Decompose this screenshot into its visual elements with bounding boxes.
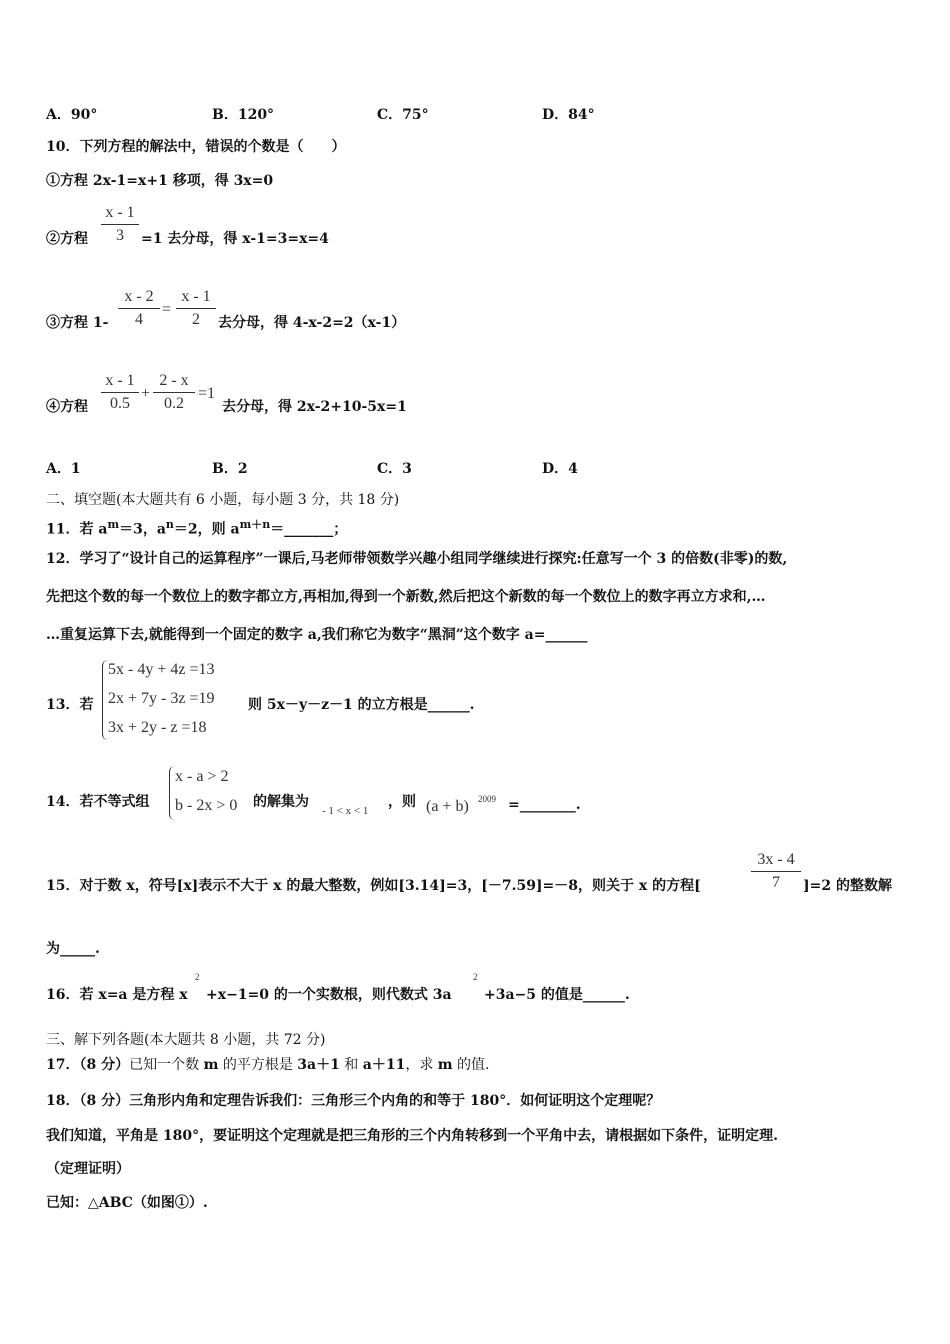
q15-line-1: 15．对于数 x，符号[x]表示不大于 x 的最大整数，例如[3.14]=3，[－7.59]=－8，则关于 x 的方程[ <box>46 878 701 894</box>
q13-tail: 则 5x－y－z－1 的立方根是______. <box>248 697 475 713</box>
q17-expr-2: a＋11 <box>362 1057 406 1073</box>
q10-item-4-label: ④方程 <box>46 399 88 415</box>
fraction-bar <box>101 392 139 393</box>
fraction-bar <box>153 392 195 393</box>
q9-option-c: C．75° <box>377 107 429 123</box>
fraction-numerator: 3x - 4 <box>757 851 795 868</box>
q16-text-a: 16．若 x=a 是方程 x <box>46 987 188 1003</box>
q10-stem: 10．下列方程的解法中，错误的个数是（ ） <box>46 139 346 155</box>
q10-item-2-tail: =1 去分母，得 x-1=3=x=4 <box>141 231 329 247</box>
fraction-numerator: 2 - x <box>159 372 189 389</box>
q10-option-b: B．2 <box>212 461 248 477</box>
q11-text-d: ＝_______； <box>270 521 348 538</box>
q17-text-4: ，求 <box>405 1057 438 1073</box>
q14-label: 14．若不等式组 <box>46 794 150 810</box>
q15-tail: ]=2 的整数解 <box>803 878 892 894</box>
fraction-denominator: 0.2 <box>164 395 184 412</box>
fraction-denominator: 3 <box>116 227 124 244</box>
fraction-bar <box>176 308 216 309</box>
q14-mid-text: 的解集为 <box>253 794 309 810</box>
q11 <box>46 516 347 539</box>
q14-inequality-1: x - a > 2 <box>175 768 229 785</box>
q9-option-b: B．120° <box>212 107 275 123</box>
q10-item-4-plus: + <box>141 385 151 402</box>
q12-line-2: 先把这个数的每一个数位上的数字都立方,再相加,得到一个新数,然后把这个新数的每一个数位上的数字再立方求和,… <box>46 589 766 605</box>
fraction-numerator: x - 1 <box>181 288 211 305</box>
q9-option-a: A．90° <box>46 107 98 123</box>
q10-item-4-equals: =1 <box>198 385 216 402</box>
q14-exponent: 2009 <box>478 794 496 804</box>
q17-m-2: m <box>437 1057 453 1073</box>
fraction-numerator: x - 2 <box>124 288 154 305</box>
q10-item-3-label: ③方程 1- <box>46 315 109 331</box>
fraction-denominator: 7 <box>772 874 780 891</box>
q11-text-b: ＝3，a <box>119 521 166 538</box>
q10-option-d: D．4 <box>542 461 578 477</box>
q10-item-2-fraction <box>101 204 139 245</box>
q13-equation-3: 3x + 2y - z =18 <box>108 719 207 736</box>
q10-item-1: ①方程 2x-1=x+1 移项，得 3x=0 <box>46 173 274 189</box>
q14-tail: =________. <box>508 797 581 813</box>
fraction-denominator: 2 <box>192 311 200 328</box>
q12-line-1: 12．学习了“设计自己的运算程序”一课后,马老师带领数学兴趣小组同学继续进行探究:任意写一个 3 的倍数(非零)的数, <box>46 551 788 567</box>
fraction-numerator: x - 1 <box>105 372 135 389</box>
q11-sup-1: m <box>107 518 120 531</box>
q11-text-a: 11．若 a <box>46 521 108 538</box>
fraction-bar <box>118 308 160 309</box>
fraction-bar <box>101 224 139 225</box>
q10-item-3-fraction-1 <box>118 288 160 329</box>
q10-item-3-tail: 去分母，得 4-x-2=2（x-1） <box>218 315 406 331</box>
q17-m-1: m <box>203 1057 219 1073</box>
q14-inequality-2: b - 2x > 0 <box>175 797 238 814</box>
q18-line-3: （定理证明） <box>46 1161 130 1177</box>
q17-score: 17．（8 分） <box>46 1057 130 1073</box>
q17 <box>46 1056 490 1074</box>
q10-item-2-label: ②方程 <box>46 231 88 247</box>
q16-sup-1: 2 <box>195 972 200 982</box>
q11-sup-2: n <box>165 518 174 531</box>
q15-fraction <box>751 851 801 892</box>
q11-text-c: ＝2，则 a <box>173 521 240 538</box>
q10-option-c: C．3 <box>377 461 412 477</box>
q16-text-c: +3a−5 的值是______. <box>484 987 630 1003</box>
q10-item-3-equals: = <box>162 301 172 318</box>
q12-line-3: …重复运算下去,就能得到一个固定的数字 a,我们称它为数字“黑洞”这个数字 a=______ <box>46 627 588 643</box>
section-3-heading: 三、解下列各题(本大题共 8 小题，共 72 分) <box>46 1032 326 1048</box>
q10-item-4-fraction-2 <box>153 372 195 413</box>
q13-equation-2: 2x + 7y - 3z =19 <box>108 690 215 707</box>
q9-option-d: D．84° <box>542 107 595 123</box>
fraction-bar <box>751 871 801 872</box>
q15-line-2: 为_____. <box>46 941 100 957</box>
fraction-denominator: 0.5 <box>110 395 130 412</box>
q13-equation-1: 5x - 4y + 4z =13 <box>108 661 215 678</box>
q10-option-a: A．1 <box>46 461 81 477</box>
q17-text-3: 和 <box>339 1057 363 1073</box>
q17-text-2: 的平方根是 <box>218 1057 298 1073</box>
q11-sup-3: m＋n <box>239 518 271 531</box>
q14-solution-range: - 1 < x < 1 <box>322 805 369 817</box>
q14-then: ，则 <box>388 794 416 810</box>
q14-expression: (a + b) <box>426 798 469 815</box>
q18-line-4: 已知：△ABC（如图①）. <box>46 1195 208 1211</box>
q17-text-1: 已知一个数 <box>129 1057 204 1073</box>
q16-sup-2: 2 <box>473 972 478 982</box>
fraction-denominator: 4 <box>135 311 143 328</box>
q16-text-b: +x−1=0 的一个实数根，则代数式 3a <box>206 987 452 1003</box>
q17-expr-1: 3a＋1 <box>297 1057 340 1073</box>
q10-item-4-fraction-1 <box>101 372 139 413</box>
section-2-heading: 二、填空题(本大题共有 6 小题，每小题 3 分，共 18 分) <box>46 492 400 508</box>
q18-line-2: 我们知道，平角是 180°，要证明这个定理就是把三角形的三个内角转移到一个平角中去，请根据如下条件，证明定理. <box>46 1128 778 1144</box>
q18-line-1: 18．（8 分）三角形内角和定理告诉我们：三角形三个内角的和等于 180°．如何证明这个定理呢？ <box>46 1093 661 1109</box>
fraction-numerator: x - 1 <box>105 204 135 221</box>
q10-item-4-tail: 去分母，得 2x-2+10-5x=1 <box>222 399 407 415</box>
q13-label: 13．若 <box>46 697 94 713</box>
q17-text-5: 的值. <box>452 1057 490 1073</box>
q10-item-3-fraction-2 <box>176 288 216 329</box>
